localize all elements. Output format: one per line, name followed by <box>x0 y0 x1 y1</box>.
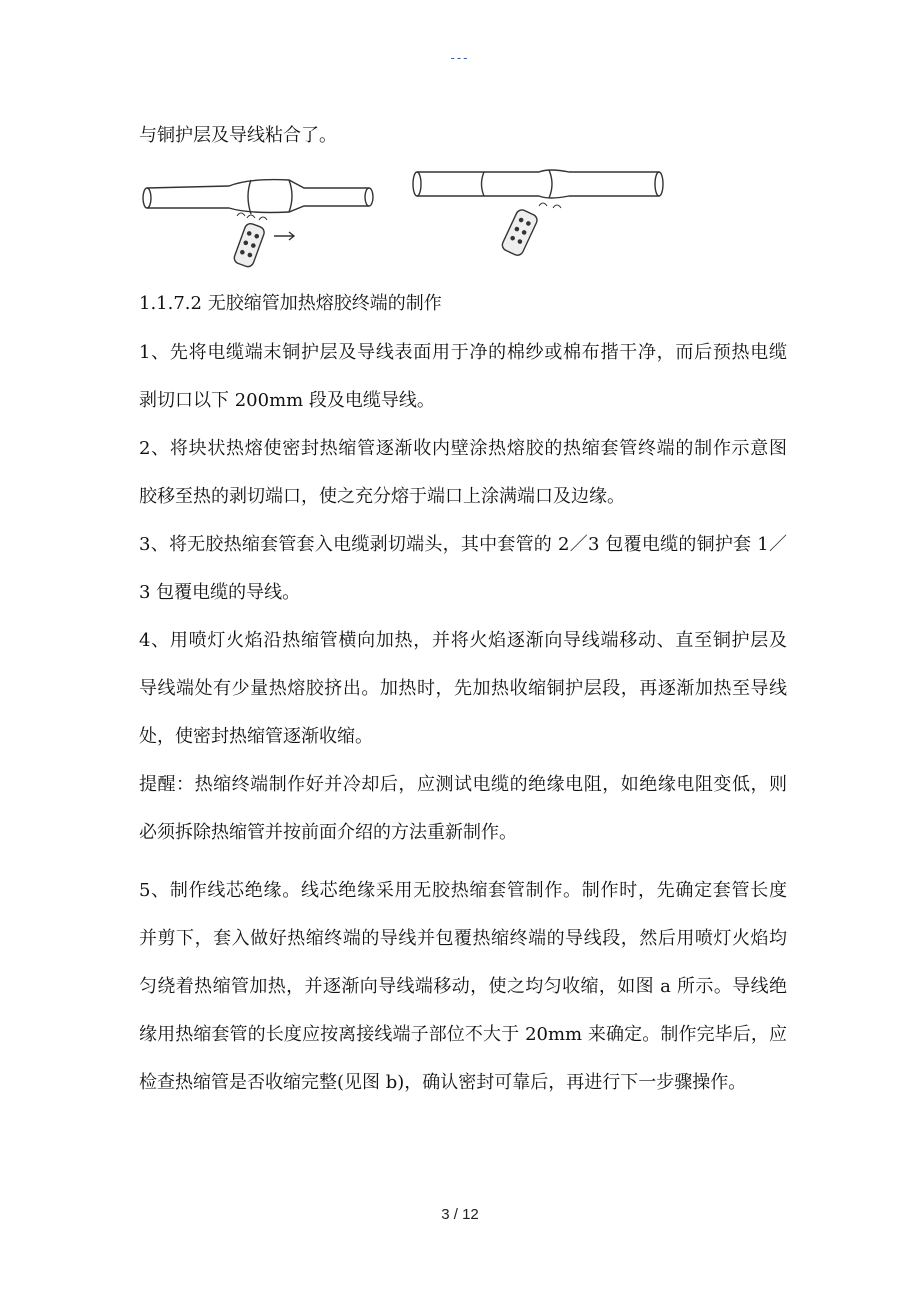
step-3-line-2: 3 包覆电缆的导线。 <box>139 582 301 603</box>
torch-a <box>233 222 266 268</box>
step-4-line-1: 4、用喷灯火焰沿热缩管横向加热，并将火焰逐渐向导线端移动、直至铜护层及 <box>139 630 787 651</box>
sleeve-b-edge-2 <box>549 170 552 198</box>
step-5-line-3: 匀绕着热缩管加热，并逐渐向导线端移动，使之均匀收缩，如图 a 所示。导线绝 <box>139 976 787 997</box>
step-3-line-1: 3、将无胶热缩套管套入电缆剥切端头，其中套管的 2／3 包覆电缆的铜护套 1／ <box>139 534 787 555</box>
step-5-line-2: 并剪下，套入做好热缩终端的导线并包覆热缩终端的导线段，然后用喷灯火焰均 <box>139 928 787 949</box>
cable-b-bottom <box>417 196 659 198</box>
step-2-line-1: 2、将块状热熔使密封热缩管逐渐收内壁涂热熔胶的热缩套管终端的制作示意图 <box>139 438 787 459</box>
step-5-line-5: 检查热缩管是否收缩完整(见图 b)，确认密封可靠后，再进行下一步骤操作。 <box>139 1072 747 1093</box>
cable-a-top <box>147 180 369 188</box>
cable-b-top <box>417 170 659 172</box>
section-heading: 1.1.7.2 无胶缩管加热熔胶终端的制作 <box>139 293 442 314</box>
step-1-line-2: 剥切口以下 200mm 段及电缆导线。 <box>139 390 435 411</box>
sleeve-a-edge <box>248 180 251 214</box>
step-5-line-1: 5、制作线芯绝缘。线芯绝缘采用无胶热缩套管制作。制作时，先确定套管长度 <box>139 880 787 901</box>
cable-b-end-left <box>413 172 421 196</box>
sleeve-a-edge-2 <box>289 180 292 212</box>
cable-a-end-left <box>143 188 151 208</box>
direction-arrow <box>274 232 294 240</box>
sleeve-b-edge <box>482 172 485 196</box>
figure-b <box>413 170 663 257</box>
header-mark: --- <box>450 50 470 65</box>
reminder-line-1: 提醒：热缩终端制作好并冷却后，应测试电缆的绝缘电阻，如绝缘电阻变低，则 <box>139 774 787 795</box>
heat-waves-b <box>539 203 561 208</box>
step-2-line-2: 胶移至热的剥切端口，使之充分熔于端口上涂满端口及边缘。 <box>139 486 625 507</box>
reminder-line-2: 必须拆除热缩管并按前面介绍的方法重新制作。 <box>139 822 517 843</box>
step-4-line-3: 处，使密封热缩管逐渐收缩。 <box>139 726 373 747</box>
torch-b <box>500 208 539 257</box>
cable-a-end-right <box>365 188 373 206</box>
page-number: 3 / 12 <box>441 1206 479 1223</box>
step-4-line-2: 导线端处有少量热熔胶挤出。加热时，先加热收缩铜护层段，再逐渐加热至导线 <box>139 678 787 699</box>
figure-a <box>143 180 373 269</box>
heat-shrink-illustration <box>139 158 669 278</box>
step-5-line-4: 缘用热缩套管的长度应按离接线端子部位不大于 20mm 来确定。制作完毕后，应 <box>139 1024 787 1045</box>
cable-a-bottom <box>147 206 369 213</box>
heat-waves-a <box>237 213 267 220</box>
step-1-line-1: 1、先将电缆端末铜护层及导线表面用于净的棉纱或棉布揩干净，而后预热电缆 <box>139 342 787 363</box>
cable-b-end-right <box>655 172 663 196</box>
intro-line: 与铜护层及导线粘合了。 <box>139 125 337 146</box>
